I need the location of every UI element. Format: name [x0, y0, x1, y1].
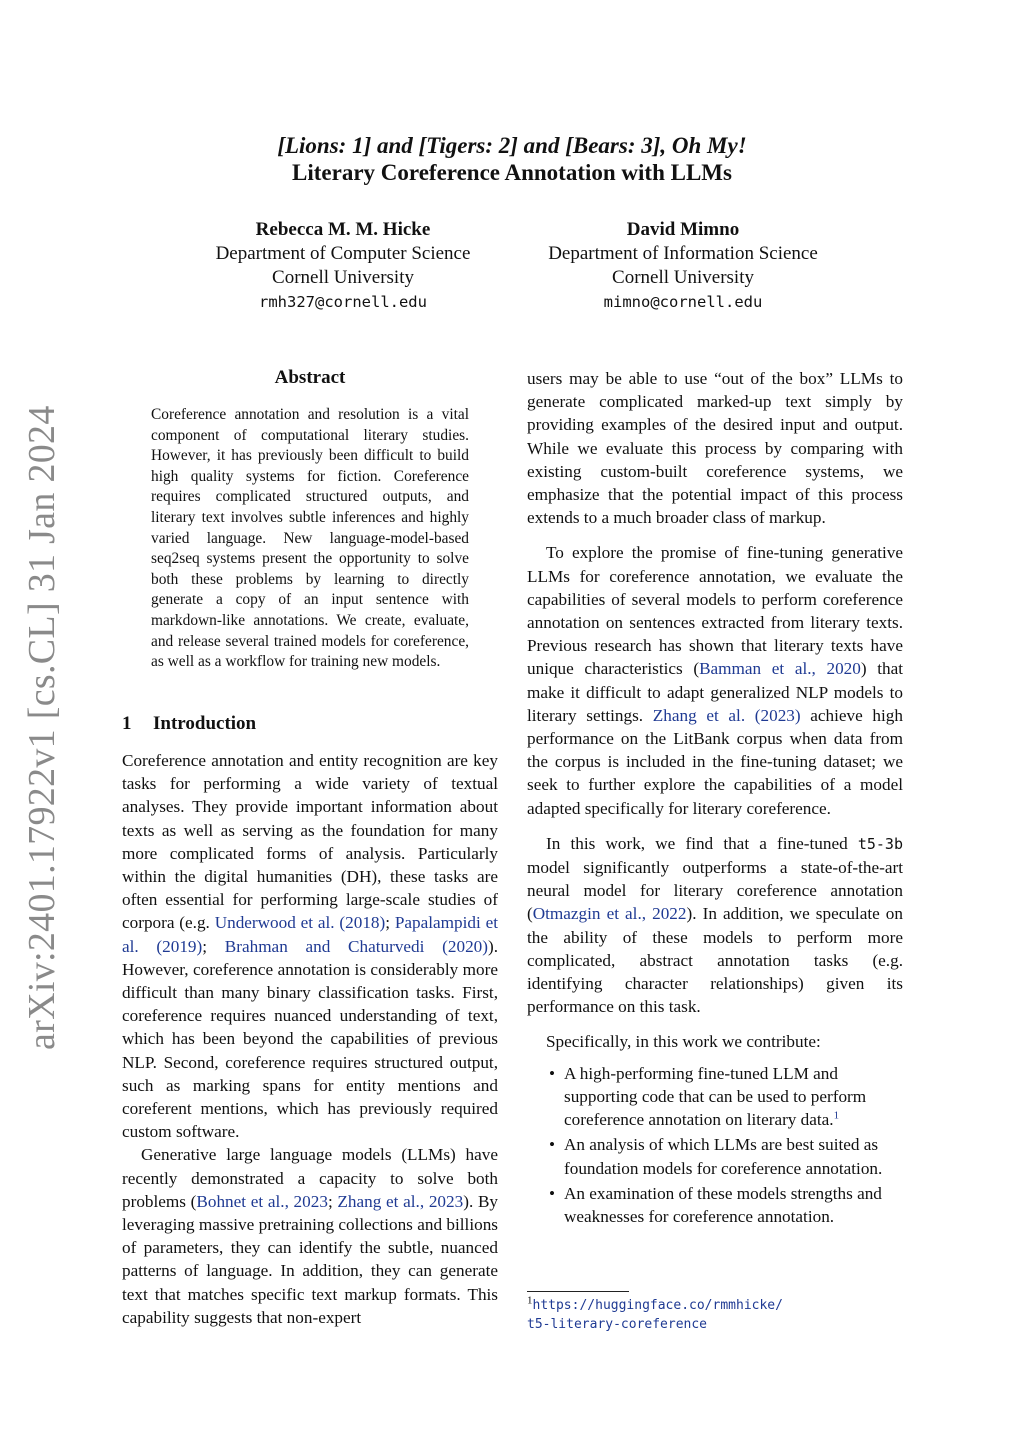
- intro-paragraph-6: Specifically, in this work we contribute:: [546, 1032, 821, 1052]
- abstract-heading: Abstract: [274, 367, 346, 388]
- bullet-mark: •: [549, 1135, 556, 1155]
- model-code: t5-3b: [857, 834, 903, 853]
- footnote-number: 1: [527, 1294, 533, 1307]
- text-run: ;: [327, 1191, 338, 1211]
- intro-paragraph-2: [122, 1143, 498, 1329]
- author-department: Department of Information Science: [548, 243, 818, 264]
- citation-papalampidi[interactable]: Papalampidi et al. (2019): [122, 913, 499, 956]
- text-run: Generative large language models (LLMs) have recently demonstrated a capacity to solve both problems (: [122, 1145, 498, 1211]
- citation-zhang-2023[interactable]: Zhang et al. (2023): [652, 705, 801, 725]
- paper-title: [0, 132, 1024, 186]
- list-item-text: An examination of these models strengths and weaknesses for coreference annotation.: [564, 1183, 882, 1226]
- section-heading-introduction: [122, 713, 256, 735]
- text-run: Coreference annotation and entity recognition are key tasks for performing a wide variety of textual analyses. They provide important information about texts as well as serving as the foundation for many more complicated forms of analysis. Particularly within the digital humanities (DH), these tasks are often essential for performing large-scale studies of corpora (e.g.: [122, 751, 498, 933]
- text-run: ). In addition, we speculate on the ability of these models to perform more complicated, abstract annotation tasks (e.g. identifying character relationships) given its performance on this task.: [527, 904, 903, 1017]
- author-name: David Mimno: [626, 219, 740, 240]
- section-number: 1: [122, 713, 132, 734]
- intro-paragraph-4: [527, 541, 903, 819]
- title-line-2: Literary Coreference Annotation with LLMs: [292, 160, 732, 185]
- citation-brahman[interactable]: Brahman and Chaturvedi (2020): [224, 936, 488, 956]
- footnote-marker[interactable]: 1: [833, 1109, 840, 1122]
- text-run: ;: [202, 936, 225, 956]
- text-run: ). However, coreference annotation is considerably more difficult than many binary classification tasks. First, coreference requires nuanced understanding of text, which has been beyond the capabilities of previous NLP. Second, coreference requires structured output, such as marking spans for entity mentions and coreferent mentions, which has previously required custom software.: [122, 936, 499, 1142]
- citation-underwood[interactable]: Underwood et al. (2018): [214, 913, 386, 933]
- text-run: In this work, we find that a fine-tuned: [546, 833, 858, 853]
- list-item-text: An analysis of which LLMs are best suited as foundation models for coreference annotation.: [564, 1135, 883, 1178]
- citation-bohnet[interactable]: Bohnet et al., 2023: [196, 1191, 328, 1211]
- text-run: To explore the promise of fine-tuning generative LLMs for coreference annotation, we evaluate the capabilities of several models to perform coreference annotation on sentences extracted from literary texts. Previous research has shown that literary texts have unique characteristics (: [527, 543, 903, 679]
- list-item: [527, 1062, 903, 1132]
- title-line-1: [Lions: 1] and [Tigers: 2] and [Bears: 3], Oh My!: [277, 133, 747, 158]
- text-run: ). By leveraging massive pretraining collections and billions of parameters, they can identify the subtle, nuanced patterns of language. In addition, they can generate text that matches specific text markup formats. This capability suggests that non-expert: [122, 1191, 498, 1327]
- text-run: ;: [385, 913, 395, 933]
- citation-zhang[interactable]: Zhang et al., 2023: [337, 1191, 464, 1211]
- author-university: Cornell University: [612, 267, 754, 288]
- list-item: [527, 1133, 903, 1179]
- bullet-mark: •: [549, 1063, 556, 1083]
- intro-paragraph-continued: users may be able to use “out of the box” LLMs to generate complicated marked-up text simply by providing examples of the desired input and output. While we evaluate this process by comparing with existing custom-built coreference systems, we emphasize that the potential impact of this process extends to a much broader class of markup.: [527, 369, 903, 528]
- section-title: Introduction: [153, 713, 257, 734]
- arxiv-identifier: arXiv:2401.17922v1 [cs.CL] 31 Jan 2024: [21, 405, 63, 1050]
- left-column-body: [122, 749, 498, 1329]
- intro-paragraph-5: [527, 832, 903, 1019]
- contributions-list: [527, 1062, 903, 1228]
- text-run: achieve high performance on the LitBank corpus when data from the corpus is included in the fine-tuning dataset; we seek to further explore the capabilities of a model adapted specifically for literary coreference.: [527, 705, 903, 818]
- list-item: [527, 1182, 903, 1228]
- abstract-text: Coreference annotation and resolution is a vital component of computational literary studies. However, it has previously been difficult to build high quality systems for fiction. Coreference requires complicated structured outputs, and literary text involves subtle inferences and highly varied language. New language-model-based seq2seq systems present the opportunity to solve both these problems by learning to directly generate a copy of an input sentence with markdown-like annotations. We create, evaluate, and release several trained models for coreference, as well as a workflow for training new models.: [151, 406, 469, 671]
- footnote-url-line-1[interactable]: https://huggingface.co/rmmhicke/: [532, 1298, 783, 1313]
- citation-bamman[interactable]: Bamman et al., 2020: [699, 659, 861, 679]
- author-block-2: [518, 218, 848, 314]
- author-department: Department of Computer Science: [215, 243, 471, 264]
- author-university: Cornell University: [272, 267, 414, 288]
- text-run: model significantly outperforms a state-of-the-art neural model for literary coreference annotation (: [527, 858, 903, 924]
- author-name: Rebecca M. M. Hicke: [255, 219, 431, 240]
- bullet-mark: •: [549, 1183, 556, 1203]
- author-email[interactable]: rmh327@cornell.edu: [259, 293, 427, 311]
- right-column-body: [527, 367, 903, 1230]
- intro-paragraph-1: [122, 749, 498, 1143]
- text-run: ) that make it difficult to adapt generalized NLP models to literary settings.: [527, 659, 903, 725]
- footnote-url-line-2[interactable]: t5-literary-coreference: [527, 1317, 708, 1332]
- citation-otmazgin[interactable]: Otmazgin et al., 2022: [532, 904, 687, 924]
- footnote: [527, 1296, 903, 1334]
- list-item-text: A high-performing fine-tuned LLM and supporting code that can be used to perform coreference annotation on literary data.: [564, 1063, 867, 1130]
- author-email[interactable]: mimno@cornell.edu: [603, 293, 763, 311]
- footnote-divider: [527, 1291, 629, 1292]
- author-block-1: [178, 218, 508, 314]
